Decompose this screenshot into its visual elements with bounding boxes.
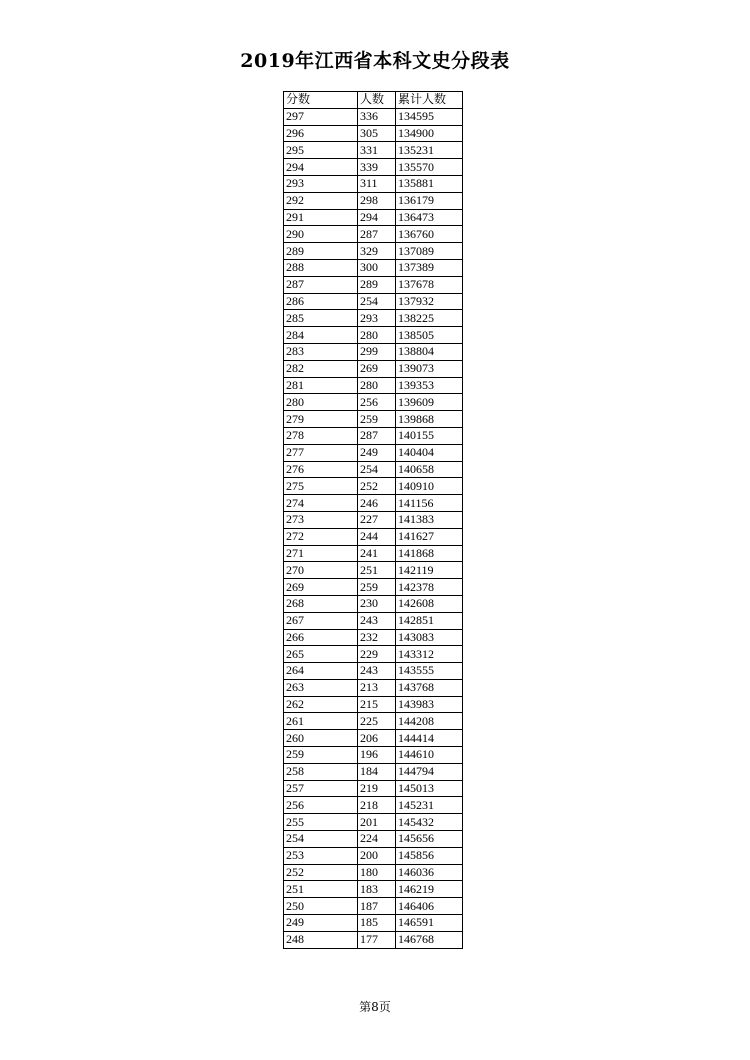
cell-score: 288 <box>284 259 358 276</box>
cell-cumulative: 140404 <box>396 444 463 461</box>
cell-count: 249 <box>358 444 396 461</box>
cell-cumulative: 136473 <box>396 209 463 226</box>
table-row <box>284 881 463 898</box>
cell-cumulative: 141156 <box>396 495 463 512</box>
table-row <box>284 511 463 528</box>
cell-cumulative: 137089 <box>396 243 463 260</box>
table-row <box>284 763 463 780</box>
cell-cumulative: 145656 <box>396 831 463 848</box>
cell-cumulative: 137389 <box>396 259 463 276</box>
cell-score: 257 <box>284 780 358 797</box>
table-row <box>284 427 463 444</box>
header-cumulative: 累计人数 <box>396 92 463 109</box>
table-row <box>284 915 463 932</box>
cell-cumulative: 138505 <box>396 327 463 344</box>
cell-cumulative: 135231 <box>396 142 463 159</box>
cell-score: 263 <box>284 679 358 696</box>
cell-count: 244 <box>358 528 396 545</box>
table-row <box>284 310 463 327</box>
table-row <box>284 696 463 713</box>
cell-count: 294 <box>358 209 396 226</box>
cell-score: 291 <box>284 209 358 226</box>
table-row <box>284 243 463 260</box>
cell-count: 185 <box>358 915 396 932</box>
cell-score: 249 <box>284 915 358 932</box>
table-row <box>284 175 463 192</box>
cell-count: 280 <box>358 377 396 394</box>
cell-cumulative: 141383 <box>396 511 463 528</box>
cell-count: 300 <box>358 259 396 276</box>
cell-cumulative: 145856 <box>396 847 463 864</box>
cell-count: 200 <box>358 847 396 864</box>
cell-cumulative: 134900 <box>396 125 463 142</box>
table-row <box>284 226 463 243</box>
cell-count: 299 <box>358 343 396 360</box>
cell-count: 251 <box>358 562 396 579</box>
cell-count: 305 <box>358 125 396 142</box>
cell-cumulative: 139868 <box>396 411 463 428</box>
cell-cumulative: 141627 <box>396 528 463 545</box>
cell-score: 293 <box>284 175 358 192</box>
cell-cumulative: 142608 <box>396 595 463 612</box>
cell-score: 274 <box>284 495 358 512</box>
cell-cumulative: 135570 <box>396 159 463 176</box>
cell-count: 180 <box>358 864 396 881</box>
cell-count: 229 <box>358 646 396 663</box>
table-row <box>284 411 463 428</box>
header-count: 人数 <box>358 92 396 109</box>
cell-cumulative: 143768 <box>396 679 463 696</box>
cell-cumulative: 142119 <box>396 562 463 579</box>
cell-score: 273 <box>284 511 358 528</box>
table-row <box>284 629 463 646</box>
cell-score: 276 <box>284 461 358 478</box>
cell-count: 287 <box>358 226 396 243</box>
cell-score: 289 <box>284 243 358 260</box>
table-row <box>284 478 463 495</box>
table-row <box>284 159 463 176</box>
table-row <box>284 730 463 747</box>
cell-score: 259 <box>284 747 358 764</box>
cell-count: 339 <box>358 159 396 176</box>
cell-cumulative: 142378 <box>396 579 463 596</box>
table-row <box>284 780 463 797</box>
table-row <box>284 847 463 864</box>
cell-score: 260 <box>284 730 358 747</box>
cell-score: 269 <box>284 579 358 596</box>
cell-count: 184 <box>358 763 396 780</box>
cell-cumulative: 140910 <box>396 478 463 495</box>
cell-score: 282 <box>284 360 358 377</box>
score-distribution-table <box>283 91 463 949</box>
header-row <box>284 92 463 109</box>
cell-score: 254 <box>284 831 358 848</box>
cell-score: 286 <box>284 293 358 310</box>
cell-score: 294 <box>284 159 358 176</box>
cell-cumulative: 140658 <box>396 461 463 478</box>
cell-score: 262 <box>284 696 358 713</box>
table-row <box>284 545 463 562</box>
cell-score: 267 <box>284 612 358 629</box>
table-row <box>284 108 463 125</box>
cell-count: 225 <box>358 713 396 730</box>
cell-cumulative: 141868 <box>396 545 463 562</box>
table-row <box>284 444 463 461</box>
cell-cumulative: 144610 <box>396 747 463 764</box>
cell-cumulative: 144794 <box>396 763 463 780</box>
table-row <box>284 343 463 360</box>
cell-score: 285 <box>284 310 358 327</box>
cell-count: 206 <box>358 730 396 747</box>
table-row <box>284 360 463 377</box>
cell-count: 230 <box>358 595 396 612</box>
cell-count: 287 <box>358 427 396 444</box>
cell-cumulative: 144414 <box>396 730 463 747</box>
table-row <box>284 579 463 596</box>
cell-count: 215 <box>358 696 396 713</box>
table-row <box>284 528 463 545</box>
cell-score: 287 <box>284 276 358 293</box>
cell-score: 290 <box>284 226 358 243</box>
table-row <box>284 209 463 226</box>
table-row <box>284 562 463 579</box>
table-row <box>284 461 463 478</box>
table-row <box>284 595 463 612</box>
cell-score: 283 <box>284 343 358 360</box>
cell-count: 329 <box>358 243 396 260</box>
cell-count: 241 <box>358 545 396 562</box>
page-title: 2019年江西省本科文史分段表 <box>240 50 510 72</box>
table-row <box>284 125 463 142</box>
cell-count: 183 <box>358 881 396 898</box>
table-row <box>284 293 463 310</box>
cell-cumulative: 146591 <box>396 915 463 932</box>
cell-cumulative: 138804 <box>396 343 463 360</box>
cell-cumulative: 139073 <box>396 360 463 377</box>
cell-cumulative: 146036 <box>396 864 463 881</box>
cell-score: 280 <box>284 394 358 411</box>
cell-count: 224 <box>358 831 396 848</box>
cell-cumulative: 140155 <box>396 427 463 444</box>
table-row <box>284 797 463 814</box>
table-row <box>284 663 463 680</box>
cell-score: 250 <box>284 898 358 915</box>
cell-score: 270 <box>284 562 358 579</box>
cell-score: 295 <box>284 142 358 159</box>
cell-count: 243 <box>358 663 396 680</box>
cell-count: 187 <box>358 898 396 915</box>
cell-score: 253 <box>284 847 358 864</box>
table-row <box>284 747 463 764</box>
table-row <box>284 327 463 344</box>
table-row <box>284 713 463 730</box>
cell-score: 281 <box>284 377 358 394</box>
table-row <box>284 142 463 159</box>
cell-count: 254 <box>358 293 396 310</box>
cell-count: 259 <box>358 411 396 428</box>
table-header <box>284 92 463 109</box>
cell-score: 248 <box>284 931 358 948</box>
cell-count: 227 <box>358 511 396 528</box>
cell-score: 261 <box>284 713 358 730</box>
cell-count: 331 <box>358 142 396 159</box>
table-row <box>284 931 463 948</box>
cell-count: 311 <box>358 175 396 192</box>
cell-score: 271 <box>284 545 358 562</box>
cell-count: 252 <box>358 478 396 495</box>
cell-cumulative: 143312 <box>396 646 463 663</box>
cell-cumulative: 144208 <box>396 713 463 730</box>
cell-cumulative: 143555 <box>396 663 463 680</box>
table-row <box>284 831 463 848</box>
cell-score: 292 <box>284 192 358 209</box>
cell-count: 246 <box>358 495 396 512</box>
cell-cumulative: 137932 <box>396 293 463 310</box>
table-row <box>284 814 463 831</box>
cell-count: 219 <box>358 780 396 797</box>
cell-score: 256 <box>284 797 358 814</box>
cell-cumulative: 138225 <box>396 310 463 327</box>
cell-cumulative: 135881 <box>396 175 463 192</box>
cell-score: 277 <box>284 444 358 461</box>
cell-count: 259 <box>358 579 396 596</box>
cell-score: 297 <box>284 108 358 125</box>
cell-cumulative: 136760 <box>396 226 463 243</box>
cell-score: 275 <box>284 478 358 495</box>
table-row <box>284 377 463 394</box>
cell-cumulative: 137678 <box>396 276 463 293</box>
table-row <box>284 192 463 209</box>
cell-count: 177 <box>358 931 396 948</box>
table-body <box>284 108 463 948</box>
cell-count: 243 <box>358 612 396 629</box>
cell-score: 265 <box>284 646 358 663</box>
table-row <box>284 898 463 915</box>
cell-cumulative: 146406 <box>396 898 463 915</box>
cell-score: 258 <box>284 763 358 780</box>
cell-cumulative: 143083 <box>396 629 463 646</box>
cell-count: 298 <box>358 192 396 209</box>
cell-cumulative: 134595 <box>396 108 463 125</box>
cell-count: 196 <box>358 747 396 764</box>
cell-count: 254 <box>358 461 396 478</box>
cell-cumulative: 145231 <box>396 797 463 814</box>
cell-score: 251 <box>284 881 358 898</box>
table-row <box>284 864 463 881</box>
cell-cumulative: 146768 <box>396 931 463 948</box>
cell-score: 272 <box>284 528 358 545</box>
score-table-container <box>283 91 463 949</box>
cell-score: 296 <box>284 125 358 142</box>
cell-count: 213 <box>358 679 396 696</box>
cell-count: 336 <box>358 108 396 125</box>
cell-count: 256 <box>358 394 396 411</box>
header-score: 分数 <box>284 92 358 109</box>
cell-count: 269 <box>358 360 396 377</box>
cell-score: 268 <box>284 595 358 612</box>
cell-cumulative: 145432 <box>396 814 463 831</box>
cell-cumulative: 136179 <box>396 192 463 209</box>
table-row <box>284 259 463 276</box>
cell-score: 278 <box>284 427 358 444</box>
cell-score: 279 <box>284 411 358 428</box>
table-row <box>284 495 463 512</box>
cell-score: 266 <box>284 629 358 646</box>
page-number: 第8页 <box>359 1000 391 1014</box>
cell-count: 289 <box>358 276 396 293</box>
table-row <box>284 276 463 293</box>
cell-score: 252 <box>284 864 358 881</box>
cell-cumulative: 142851 <box>396 612 463 629</box>
table-row <box>284 612 463 629</box>
cell-cumulative: 139353 <box>396 377 463 394</box>
cell-score: 264 <box>284 663 358 680</box>
cell-count: 201 <box>358 814 396 831</box>
cell-cumulative: 146219 <box>396 881 463 898</box>
cell-score: 284 <box>284 327 358 344</box>
cell-cumulative: 143983 <box>396 696 463 713</box>
table-row <box>284 646 463 663</box>
cell-count: 218 <box>358 797 396 814</box>
cell-score: 255 <box>284 814 358 831</box>
table-row <box>284 394 463 411</box>
cell-count: 232 <box>358 629 396 646</box>
cell-cumulative: 139609 <box>396 394 463 411</box>
cell-count: 293 <box>358 310 396 327</box>
cell-cumulative: 145013 <box>396 780 463 797</box>
cell-count: 280 <box>358 327 396 344</box>
table-row <box>284 679 463 696</box>
